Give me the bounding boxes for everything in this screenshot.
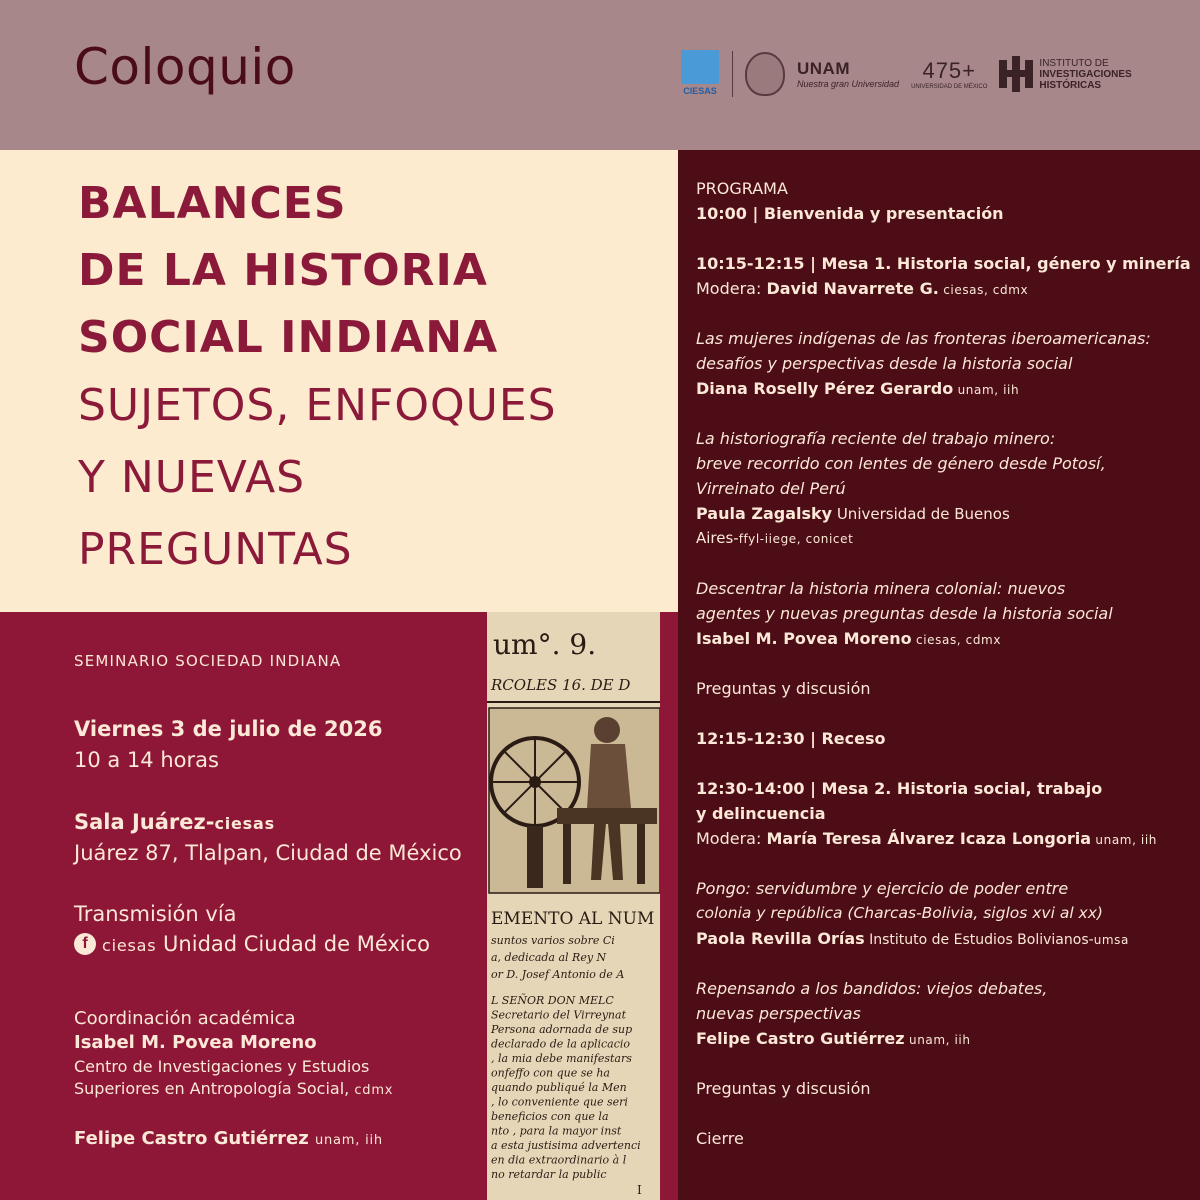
ciesas-logo: CIESAS [680, 50, 720, 98]
historical-engraving-image [487, 612, 660, 1200]
coordinator-name: Isabel M. Povea Moreno [74, 1032, 317, 1053]
engraving-text-line: , lo conveniente que seri [491, 1095, 628, 1109]
talk-speaker: Paola Revilla Orías Instituto de Estudios Bolivianos-umsa [696, 929, 1129, 948]
event-details-panel [0, 612, 487, 1200]
talk-speaker: Isabel M. Povea Moreno ciesas, cdmx [696, 629, 1002, 648]
engraving-caption: EMENTO AL NUM [491, 909, 655, 929]
talk-title: nuevas perspectivas [696, 1004, 861, 1023]
talk-title: Pongo: servidumbre y ejercicio de poder entre [696, 879, 1069, 898]
iih-logo-icon [999, 56, 1033, 92]
talk-affiliation: Aires-ffyl-iiege, conicet [696, 529, 854, 547]
talk-title: agentes y nuevas preguntas desde la historia social [696, 604, 1113, 623]
program-moderator: Modera: María Teresa Álvarez Icaza Longoria unam, iih [696, 829, 1157, 848]
engraving-heading: um°. 9. [493, 628, 597, 661]
event-title-line: DE LA HISTORIA [78, 245, 488, 296]
coordinator-name: Felipe Castro Gutiérrez unam, iih [74, 1128, 383, 1149]
talk-title: La historiografía reciente del trabajo minero: [696, 429, 1056, 448]
logo-divider [732, 51, 733, 97]
ciesas-logo-icon [681, 50, 719, 84]
engraving-text-line: onfeffo con que se ha [491, 1066, 610, 1080]
talk-title: Repensando a los bandidos: viejos debates, [696, 979, 1048, 998]
talk-title: colonia y república (Charcas-Bolivia, siglos xvi al xx) [696, 904, 1103, 922]
venue-address: Juárez 87, Tlalpan, Ciudad de México [74, 841, 462, 865]
event-subtitle-line: Y NUEVAS [78, 452, 306, 503]
program-moderator: Modera: David Navarrete G. ciesas, cdmx [696, 279, 1029, 298]
engraving-text-line: no retardar la public [491, 1168, 607, 1181]
program-item-closing: Cierre [696, 1129, 744, 1148]
engraving-text-line: beneficios con que la [491, 1110, 609, 1123]
unam-logo: UNAM Nuestra gran Universidad [797, 59, 900, 89]
engraving-text-line: declarado de la aplicacio [491, 1037, 631, 1051]
talk-title: Descentrar la historia minera colonial: nuevos [696, 579, 1066, 598]
decorative-strip [660, 612, 678, 1200]
event-title-block [0, 150, 678, 612]
engraving-text-line: en dia extraordinario à l [491, 1153, 627, 1167]
event-date: Viernes 3 de julio de 2026 [74, 717, 383, 741]
iih-logo: INSTITUTO DE INVESTIGACIONES HISTÓRICAS [999, 56, 1131, 92]
program-item-mesa2: 12:30-14:00 | Mesa 2. Historia social, trabajo [696, 779, 1103, 798]
coordinator-institution: Superiores en Antropología Social, cdmx [74, 1079, 394, 1098]
program-heading: PROGRAMA [696, 179, 788, 198]
talk-speaker: Paula Zagalsky Universidad de Buenos [696, 504, 1010, 523]
program-item-qa: Preguntas y discusión [696, 679, 871, 698]
engraving-text-line: , la mia debe manifestars [491, 1052, 632, 1065]
program-item-mesa1: 10:15-12:15 | Mesa 1. Historia social, género y minería [696, 254, 1191, 273]
engraving-text-line: Secretario del Virreynat [491, 1008, 626, 1022]
event-subtitle-line: PREGUNTAS [78, 524, 353, 575]
talk-title: desafíos y perspectivas desde la historia social [696, 354, 1073, 373]
engraving-text-line: or D. Josef Antonio de A [491, 968, 625, 981]
engraving-text-line: nto , para la mayor inst [491, 1124, 622, 1138]
talk-speaker: Diana Roselly Pérez Gerardo unam, iih [696, 379, 1020, 398]
facebook-link[interactable]: f ciesas Unidad Ciudad de México [74, 932, 430, 956]
talk-title: Virreinato del Perú [696, 479, 846, 498]
engraving-text-line: a esta justisima advertenci [491, 1139, 641, 1152]
coordinator-institution: Centro de Investigaciones y Estudios [74, 1057, 370, 1076]
program-panel [678, 150, 1200, 1200]
coordination-label: Coordinación académica [74, 1008, 296, 1029]
transmission-label: Transmisión vía [74, 902, 237, 926]
header-bar [0, 0, 1200, 150]
program-item-welcome: 10:00 | Bienvenida y presentación [696, 204, 1004, 223]
event-title-line: SOCIAL INDIANA [78, 312, 499, 363]
engraving-text-line: quando publiqué la Men [491, 1081, 627, 1094]
engraving-text-line: a, dedicada al Rey N [491, 951, 607, 964]
engraving-text-line: Persona adornada de sup [491, 1023, 633, 1036]
talk-title: breve recorrido con lentes de género desde Potosí, [696, 454, 1106, 473]
talk-title: Las mujeres indígenas de las fronteras iberoamericanas: [696, 329, 1151, 348]
anniversary-logo: 475+ UNIVERSIDAD DE MÉXICO [911, 57, 988, 90]
talk-speaker: Felipe Castro Gutiérrez unam, iih [696, 1029, 971, 1048]
event-title-line: BALANCES [78, 178, 347, 229]
engraving-page-number: I [637, 1183, 642, 1197]
event-hours: 10 a 14 horas [74, 748, 219, 772]
seminar-name: SEMINARIO SOCIEDAD INDIANA [74, 652, 342, 670]
engraving-illustration [487, 612, 660, 1200]
venue-name: Sala Juárez-ciesas [74, 810, 275, 834]
event-subtitle-line: SUJETOS, ENFOQUES [78, 380, 557, 431]
program-item-qa: Preguntas y discusión [696, 1079, 871, 1098]
engraving-subheading: RCOLES 16. DE D [491, 676, 631, 694]
program-item-break: 12:15-12:30 | Receso [696, 729, 886, 748]
unam-seal-icon [745, 52, 785, 96]
program-item-mesa2: y delincuencia [696, 804, 826, 823]
logos-row [680, 46, 1132, 102]
facebook-icon: f [74, 933, 96, 955]
page-title: Coloquio [74, 38, 296, 96]
engraving-text-line: L SEÑOR DON MELC [491, 994, 614, 1007]
engraving-text-line: suntos varios sobre Ci [491, 934, 615, 947]
